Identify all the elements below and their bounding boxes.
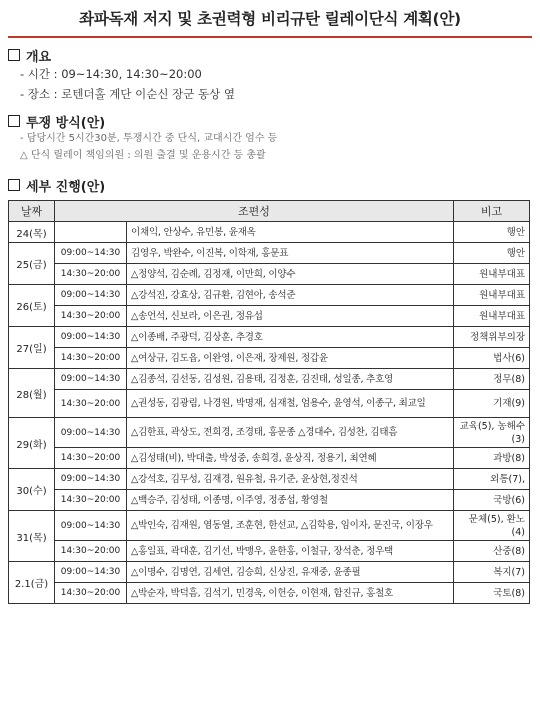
cell-members: △강석호, 김무성, 김재경, 원유철, 유기준, 윤상현,정진석 (127, 469, 454, 490)
cell-date: 24(목) (9, 222, 55, 243)
cell-date: 30(수) (9, 469, 55, 511)
cell-members: △송언석, 신보라, 이은권, 정유섭 (127, 306, 454, 327)
cell-time: 09:00~14:30 (55, 243, 127, 264)
checkbox-square-icon (8, 115, 20, 127)
cell-date: 29(화) (9, 418, 55, 469)
cell-time: 14:30~20:00 (55, 348, 127, 369)
cell-members: △여상규, 김도읍, 이완영, 이은재, 장제원, 정갑윤 (127, 348, 454, 369)
section-overview-heading (8, 46, 532, 64)
table-row (9, 369, 530, 390)
section-detail-heading (8, 176, 532, 194)
cell-note: 법사(6) (454, 348, 530, 369)
cell-note: 국방(6) (454, 490, 530, 511)
cell-time: 14:30~20:00 (55, 306, 127, 327)
header-note: 비고 (454, 201, 530, 222)
cell-note: 산중(8) (454, 541, 530, 562)
table-row (9, 583, 530, 604)
checkbox-square-icon (8, 49, 20, 61)
table-row (9, 264, 530, 285)
cell-note: 교육(5), 농해수(3) (454, 418, 530, 448)
header-date: 날짜 (9, 201, 55, 222)
cell-members: 김영우, 박완수, 이진복, 이학재, 홍문표 (127, 243, 454, 264)
cell-members: △박인숙, 김재원, 염동열, 조훈현, 한선교, △김학용, 임이자, 문진국, 이장우 (127, 511, 454, 541)
cell-date: 31(목) (9, 511, 55, 562)
table-header-row (9, 201, 530, 222)
cell-members: △김종석, 김선동, 김성원, 김용태, 김정훈, 김진태, 성일종, 추호영 (127, 369, 454, 390)
table-row (9, 327, 530, 348)
cell-note: 문체(5), 환노(4) (454, 511, 530, 541)
cell-date: 28(월) (9, 369, 55, 418)
table-row (9, 306, 530, 327)
cell-members: △김성태(비), 박대출, 박성중, 송희경, 윤상직, 정용기, 최연혜 (127, 448, 454, 469)
cell-time: 14:30~20:00 (55, 541, 127, 562)
cell-date: 25(금) (9, 243, 55, 285)
cell-time: 09:00~14:30 (55, 369, 127, 390)
cell-members: △김한표, 곽상도, 전희경, 조경태, 홍문종 △경대수, 김성찬, 김태흠 (127, 418, 454, 448)
cell-note: 정책위부의장 (454, 327, 530, 348)
cell-members: 이채익, 안상수, 유민봉, 윤재옥 (127, 222, 454, 243)
cell-time: 09:00~14:30 (55, 562, 127, 583)
section-method-heading (8, 112, 532, 130)
cell-time: 14:30~20:00 (55, 490, 127, 511)
cell-members: △홍일표, 곽대훈, 김기선, 박맹우, 윤한홍, 이철규, 장석춘, 정우택 (127, 541, 454, 562)
section-heading-text: 투쟁 방식(안) (26, 115, 106, 131)
cell-date: 2.1(금) (9, 562, 55, 604)
table-row (9, 222, 530, 243)
overview-time: - 시간 : 09~14:30, 14:30~20:00 (20, 67, 202, 81)
table-row (9, 448, 530, 469)
cell-members: △백승주, 김성태, 이종명, 이주영, 정종섭, 황영철 (127, 490, 454, 511)
cell-time: 09:00~14:30 (55, 327, 127, 348)
table-row (9, 511, 530, 541)
cell-members: △권성동, 김광림, 나경원, 박명재, 심재철, 엄용수, 윤영석, 이종구, 최교일 (127, 390, 454, 418)
cell-date: 26(토) (9, 285, 55, 327)
cell-members: △이종배, 주광덕, 김상훈, 추경호 (127, 327, 454, 348)
cell-time: 09:00~14:30 (55, 511, 127, 541)
cell-members: △강석진, 강효상, 김규환, 김현아, 송석준 (127, 285, 454, 306)
table-row (9, 490, 530, 511)
cell-time (55, 222, 127, 243)
cell-note: 원내부대표 (454, 285, 530, 306)
cell-time: 14:30~20:00 (55, 390, 127, 418)
table-row (9, 562, 530, 583)
cell-note: 행안 (454, 243, 530, 264)
cell-members: △이명수, 김명연, 김세연, 김승희, 신상진, 유재중, 윤종필 (127, 562, 454, 583)
header-members: 조편성 (55, 201, 454, 222)
cell-time: 09:00~14:30 (55, 418, 127, 448)
cell-time: 14:30~20:00 (55, 264, 127, 285)
table-row (9, 469, 530, 490)
section-heading-text: 개요 (26, 49, 52, 65)
table-row (9, 418, 530, 448)
table-row (9, 348, 530, 369)
cell-note: 행안 (454, 222, 530, 243)
cell-time: 09:00~14:30 (55, 285, 127, 306)
table-row (9, 243, 530, 264)
cell-note: 기재(9) (454, 390, 530, 418)
cell-note: 정무(8) (454, 369, 530, 390)
method-item: △ 단식 릴레이 책임의원 : 의원 출결 및 운용시간 등 총괄 (20, 150, 266, 161)
cell-note: 원내부대표 (454, 264, 530, 285)
cell-members: △박순자, 박덕흠, 김석기, 민경욱, 이헌승, 이현재, 함진규, 홍철호 (127, 583, 454, 604)
section-heading-text: 세부 진행(안) (26, 179, 106, 195)
cell-note: 국토(8) (454, 583, 530, 604)
cell-date: 27(일) (9, 327, 55, 369)
cell-note: 과방(8) (454, 448, 530, 469)
table-row (9, 541, 530, 562)
page-title: 좌파독재 저지 및 초권력형 비리규탄 릴레이단식 계획(안) (79, 10, 461, 28)
method-item: - 담당시간 5시간30분, 투쟁시간 중 단식, 교대시간 엄수 등 (20, 133, 278, 144)
schedule-table (8, 200, 530, 604)
cell-note: 복지(7) (454, 562, 530, 583)
cell-time: 09:00~14:30 (55, 469, 127, 490)
table-row (9, 390, 530, 418)
cell-time: 14:30~20:00 (55, 583, 127, 604)
table-row (9, 285, 530, 306)
checkbox-square-icon (8, 179, 20, 191)
cell-note: 원내부대표 (454, 306, 530, 327)
cell-time: 14:30~20:00 (55, 448, 127, 469)
title-divider (8, 36, 532, 38)
cell-note: 외통(7), (454, 469, 530, 490)
cell-members: △정양석, 김순례, 김정재, 이만희, 이양수 (127, 264, 454, 285)
overview-place: - 장소 : 로텐더홀 계단 이순신 장군 동상 옆 (20, 87, 236, 101)
